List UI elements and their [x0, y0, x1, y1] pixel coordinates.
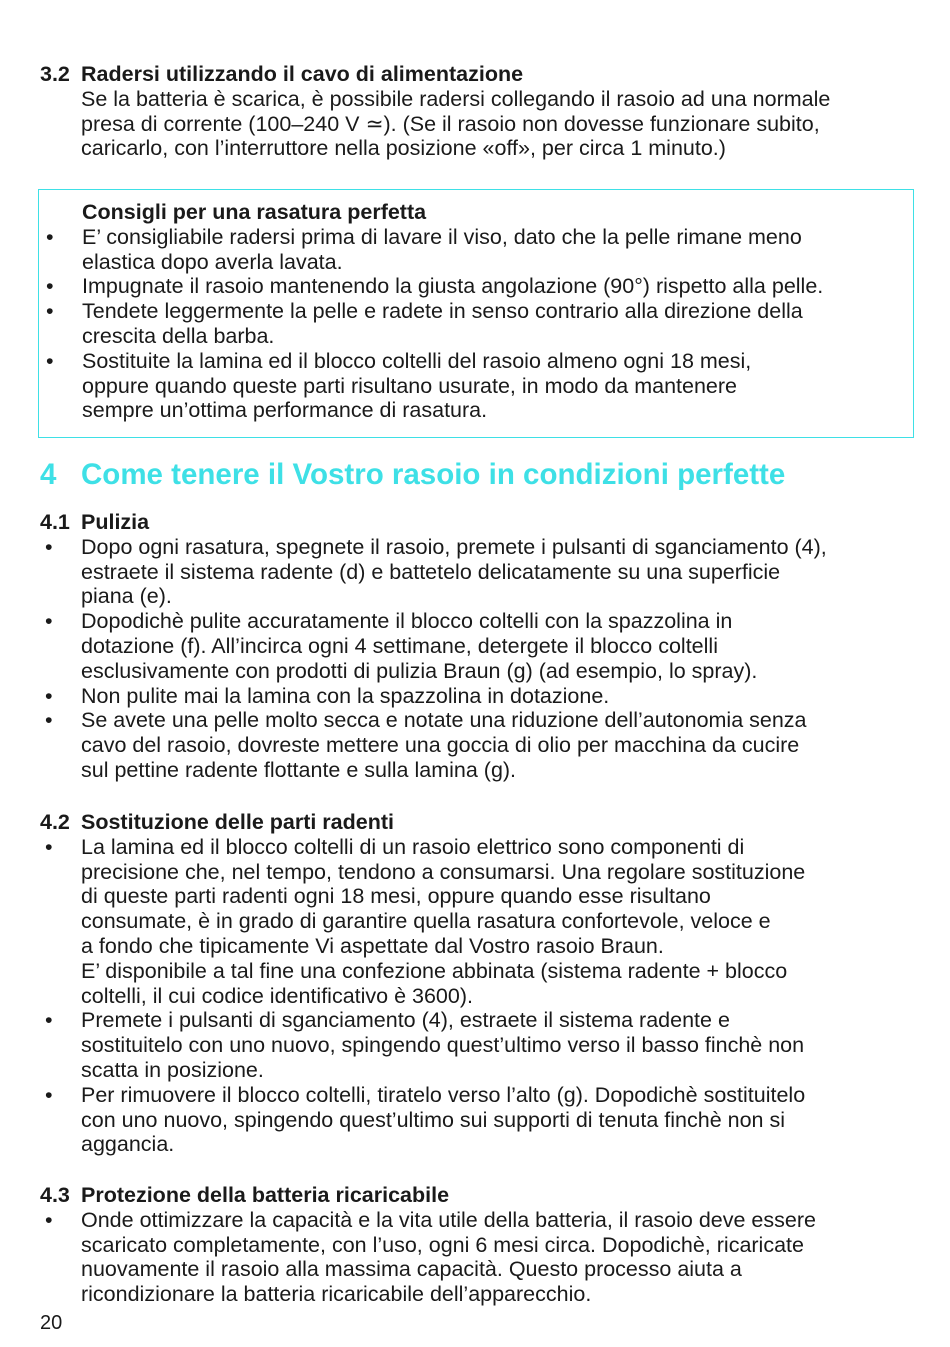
list-item	[40, 684, 915, 709]
list-item-text	[81, 835, 915, 1009]
section-number: 3.2	[40, 62, 70, 86]
section-title: Protezione della batteria ricaricabile	[81, 1183, 450, 1207]
tips-title: Consigli per una rasatura perfetta	[82, 200, 427, 224]
list-item-line: Dopo ogni rasatura, spegnete il rasoio, premete i pulsanti di sganciamento (4),	[81, 534, 827, 559]
list-item	[40, 1008, 915, 1082]
list-item-line: crescita della barba.	[82, 323, 275, 348]
bullet-glyph: •	[46, 224, 54, 249]
bullet-glyph: •	[46, 299, 54, 324]
section-title: Sostituzione delle parti radenti	[81, 810, 394, 834]
section-number: 4.1	[40, 510, 70, 534]
list-item-line: nuovamente il rasoio alla massima capacità. Questo processo aiuta a	[81, 1257, 742, 1282]
chapter-heading	[40, 457, 920, 493]
tips-content	[41, 200, 911, 423]
bullet-glyph: •	[45, 1082, 53, 1107]
bullet-glyph: •	[45, 1008, 53, 1033]
list-item-line: La lamina ed il blocco coltelli di un rasoio elettrico sono componenti di	[81, 834, 745, 859]
section-paragraph	[40, 87, 915, 161]
list-item-line: di queste parti radenti ogni 18 mesi, oppure quando esse risultano	[81, 884, 711, 909]
list-item	[40, 1208, 915, 1307]
list-item-line: piana (e).	[81, 584, 172, 609]
bullet-glyph: •	[45, 1207, 53, 1232]
paragraph-line: caricarlo, con l’interruttore nella posizione «off», per circa 1 minuto.)	[81, 136, 726, 161]
list-item-line: Impugnate il rasoio mantenendo la giusta angolazione (90°) rispetto alla pelle.	[82, 274, 824, 299]
paragraph-line: Se la batteria è scarica, è possibile radersi collegando il rasoio ad una normale	[81, 86, 831, 111]
list-item	[41, 274, 911, 299]
list-item-line: sul pettine radente flottante e sulla lamina (g).	[81, 757, 517, 782]
list-item-line: sostituitelo con uno nuovo, spingendo quest’ultimo verso il basso finchè non	[81, 1033, 805, 1058]
list-item-text	[81, 1083, 915, 1157]
list-item	[40, 835, 915, 1009]
section-heading	[40, 1183, 915, 1208]
section-title: Pulizia	[81, 510, 150, 534]
list-item-line: elastica dopo averla lavata.	[82, 249, 343, 274]
list-item-line: cavo del rasoio, dovreste mettere una goccia di olio per macchina da cucire	[81, 733, 800, 758]
page-number: 20	[40, 1312, 63, 1334]
list-item	[40, 1083, 915, 1157]
list-item	[41, 299, 911, 349]
section-4-3	[40, 1183, 915, 1307]
section-heading	[40, 810, 915, 835]
chapter-number: 4	[40, 458, 57, 491]
list-item-text	[81, 1208, 915, 1307]
list-item	[41, 349, 911, 423]
list-item-line: E’ consigliabile radersi prima di lavare il viso, dato che la pelle rimane meno	[82, 224, 802, 249]
list-item-text	[82, 225, 911, 275]
bullet-glyph: •	[45, 683, 53, 708]
list-item-text	[81, 535, 915, 609]
list-item-line: coltelli, il cui codice identificativo è 3600).	[81, 983, 473, 1008]
list-item-line: esclusivamente con prodotti di pulizia Braun (g) (ad esempio, lo spray).	[81, 658, 758, 683]
list-item-line: Dopodichè pulite accuratamente il blocco coltelli con la spazzolina in	[81, 609, 733, 634]
list-item-text	[82, 349, 911, 423]
list-item-text	[82, 274, 911, 299]
list-item-line: precisione che, nel tempo, tendono a consumarsi. Una regolare sostituzione	[81, 859, 806, 884]
list-item-line: oppure quando queste parti risultano usurate, in modo da mantenere	[82, 373, 737, 398]
list-item-line: a fondo che tipicamente Vi aspettate dal Vostro rasoio Braun.	[81, 933, 664, 958]
list-item	[41, 225, 911, 275]
list-item-text	[82, 299, 911, 349]
list-item-text	[81, 609, 915, 683]
section-number: 4.2	[40, 810, 70, 834]
bullet-glyph: •	[45, 534, 53, 559]
list-item-line: estraete il sistema radente (d) e battetelo delicatamente su una superficie	[81, 559, 781, 584]
section-4-1	[40, 510, 915, 783]
section-4-2	[40, 810, 915, 1157]
list-item-text	[81, 1008, 915, 1082]
chapter-title: Come tenere il Vostro rasoio in condizioni perfette	[81, 458, 786, 491]
list-item-line: sempre un’ottima performance di rasatura.	[82, 398, 488, 423]
list-item-line: Onde ottimizzare la capacità e la vita utile della batteria, il rasoio deve essere	[81, 1207, 816, 1232]
list-item-line: dotazione (f). All’incirca ogni 4 settimane, detergete il blocco coltelli	[81, 633, 718, 658]
list-item-line: Se avete una pelle molto secca e notate una riduzione dell’autonomia senza	[81, 708, 807, 733]
list-item-line: con uno nuovo, spingendo quest’ultimo sui supporti di tenuta finchè non si	[81, 1107, 785, 1132]
list-item-text	[81, 708, 915, 782]
section-heading	[40, 510, 915, 535]
bullet-glyph: •	[45, 609, 53, 634]
list-item-line: scaricato completamente, con l’uso, ogni 6 mesi circa. Dopodichè, ricaricate	[81, 1232, 804, 1257]
list-item-line: Per rimuovere il blocco coltelli, tiratelo verso l’alto (g). Dopodichè sostituitelo	[81, 1082, 806, 1107]
paragraph-line: presa di corrente (100–240 V ≃). (Se il rasoio non dovesse funzionare subito,	[81, 111, 820, 136]
section-3-2	[40, 62, 915, 161]
bullet-glyph: •	[46, 348, 54, 373]
list-item-line: Non pulite mai la lamina con la spazzolina in dotazione.	[81, 683, 610, 708]
tips-box	[38, 189, 914, 438]
section-heading	[40, 62, 915, 87]
bullet-glyph: •	[45, 834, 53, 859]
section-number: 4.3	[40, 1183, 70, 1207]
list-item-line: aggancia.	[81, 1132, 175, 1157]
list-item-line: scatta in posizione.	[81, 1057, 264, 1082]
list-item-line: Tendete leggermente la pelle e radete in senso contrario alla direzione della	[82, 299, 803, 324]
list-item-line: Premete i pulsanti di sganciamento (4), estraete il sistema radente e	[81, 1008, 730, 1033]
list-item	[40, 609, 915, 683]
bullet-glyph: •	[45, 708, 53, 733]
list-item-text	[81, 684, 915, 709]
list-item	[40, 535, 915, 609]
list-item-line: Sostituite la lamina ed il blocco coltelli del rasoio almeno ogni 18 mesi,	[82, 348, 752, 373]
list-item-line: ricondizionare la batteria ricaricabile dell’apparecchio.	[81, 1282, 592, 1307]
section-title: Radersi utilizzando il cavo di alimentazione	[81, 62, 524, 86]
list-item	[40, 708, 915, 782]
list-item-line: E’ disponibile a tal fine una confezione abbinata (sistema radente + blocco	[81, 958, 788, 983]
list-item-line: consumate, è in grado di garantire quella rasatura confortevole, veloce e	[81, 909, 771, 934]
bullet-glyph: •	[46, 274, 54, 299]
